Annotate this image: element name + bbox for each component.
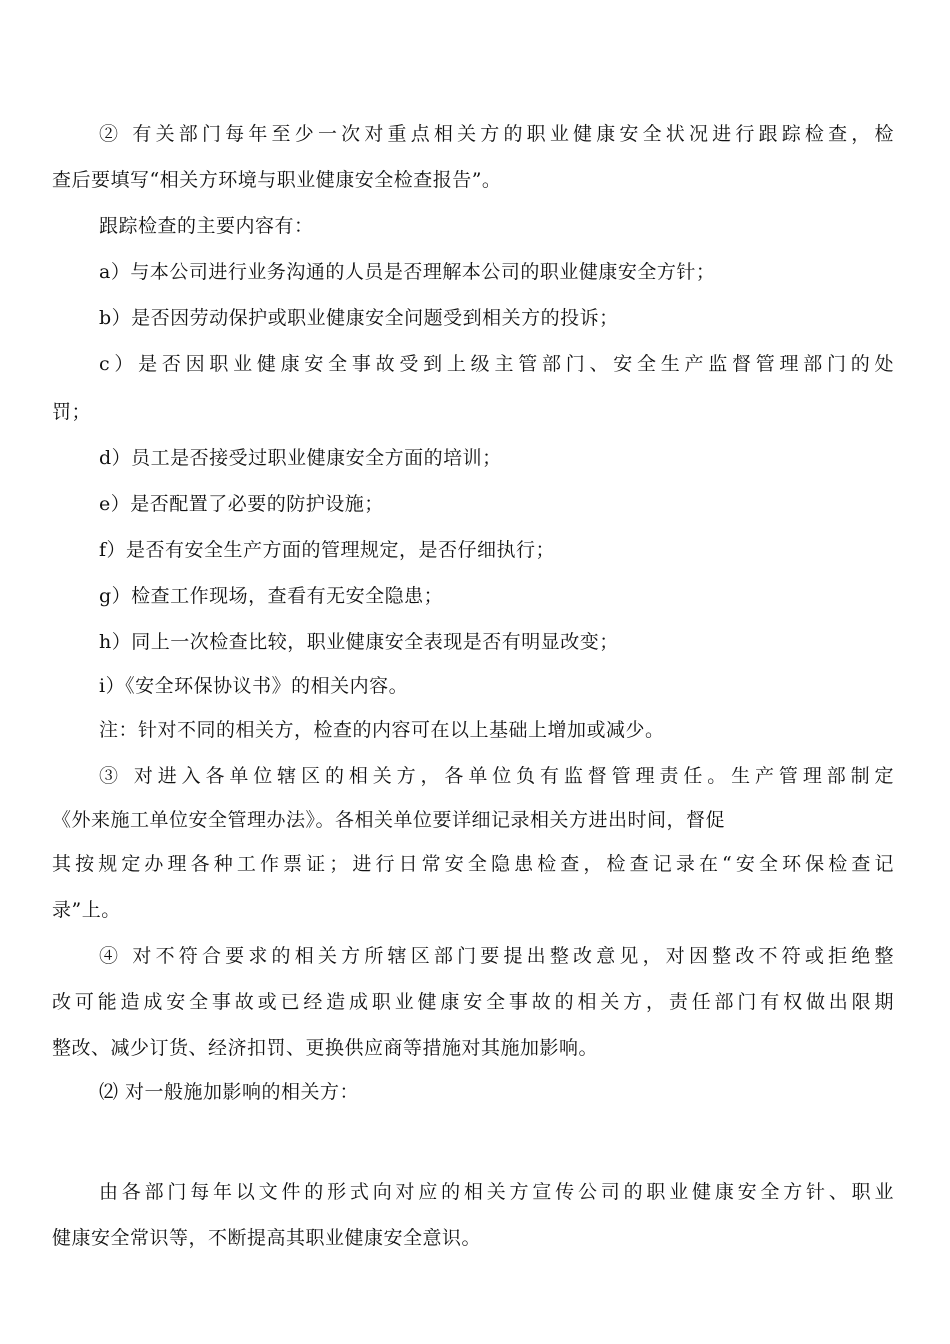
note-line: 注：针对不同的相关方，检查的内容可在以上基础上增加或减少。 [99, 719, 665, 741]
list-item: b）是否因劳动保护或职业健康安全问题受到相关方的投诉； [99, 307, 619, 329]
list-item: f）是否有安全生产方面的管理规定，是否仔细执行； [99, 539, 556, 561]
paragraph-line: ④ 对不符合要求的相关方所辖区部门要提出整改意见，对因整改不符或拒绝整 [99, 945, 894, 967]
list-item: a）与本公司进行业务沟通的人员是否理解本公司的职业健康安全方针； [99, 261, 716, 283]
list-item: e）是否配置了必要的防护设施； [99, 493, 384, 515]
paragraph-line: 由各部门每年以文件的形式向对应的相关方宣传公司的职业健康安全方针、职业 [99, 1181, 894, 1203]
list-item: d）员工是否接受过职业健康安全方面的培训； [99, 447, 502, 469]
section-heading: ⑵ 对一般施加影响的相关方： [99, 1081, 360, 1103]
paragraph-line: 查后要填写“相关方环境与职业健康安全检查报告”。 [52, 169, 502, 191]
list-item: h）同上一次检查比较，职业健康安全表现是否有明显改变； [99, 631, 619, 653]
list-item-continuation: 罚； [52, 401, 92, 423]
paragraph-line: 录”上。 [52, 899, 121, 921]
paragraph-line: 《外来施工单位安全管理办法》。各相关单位要详细记录相关方进出时间，督促 [52, 809, 726, 831]
list-item: c）是否因职业健康安全事故受到上级主管部门、安全生产监督管理部门的处 [99, 353, 894, 375]
paragraph-line: ② 有关部门每年至少一次对重点相关方的职业健康安全状况进行跟踪检查，检 [99, 123, 894, 145]
paragraph-line: 其按规定办理各种工作票证；进行日常安全隐患检查，检查记录在“安全环保检查记 [52, 853, 894, 875]
paragraph-line: 改可能造成安全事故或已经造成职业健康安全事故的相关方，责任部门有权做出限期 [52, 991, 894, 1013]
list-item: g）检查工作现场，查看有无安全隐患； [99, 585, 444, 607]
paragraph-line: 整改、减少订货、经济扣罚、更换供应商等措施对其施加影响。 [52, 1037, 599, 1059]
paragraph-line: 跟踪检查的主要内容有： [99, 215, 314, 237]
paragraph-line: ③ 对进入各单位辖区的相关方，各单位负有监督管理责任。生产管理部制定 [99, 765, 894, 787]
paragraph-line: 健康安全常识等，不断提高其职业健康安全意识。 [52, 1227, 482, 1249]
list-item: i）《安全环保协议书》的相关内容。 [99, 675, 409, 697]
